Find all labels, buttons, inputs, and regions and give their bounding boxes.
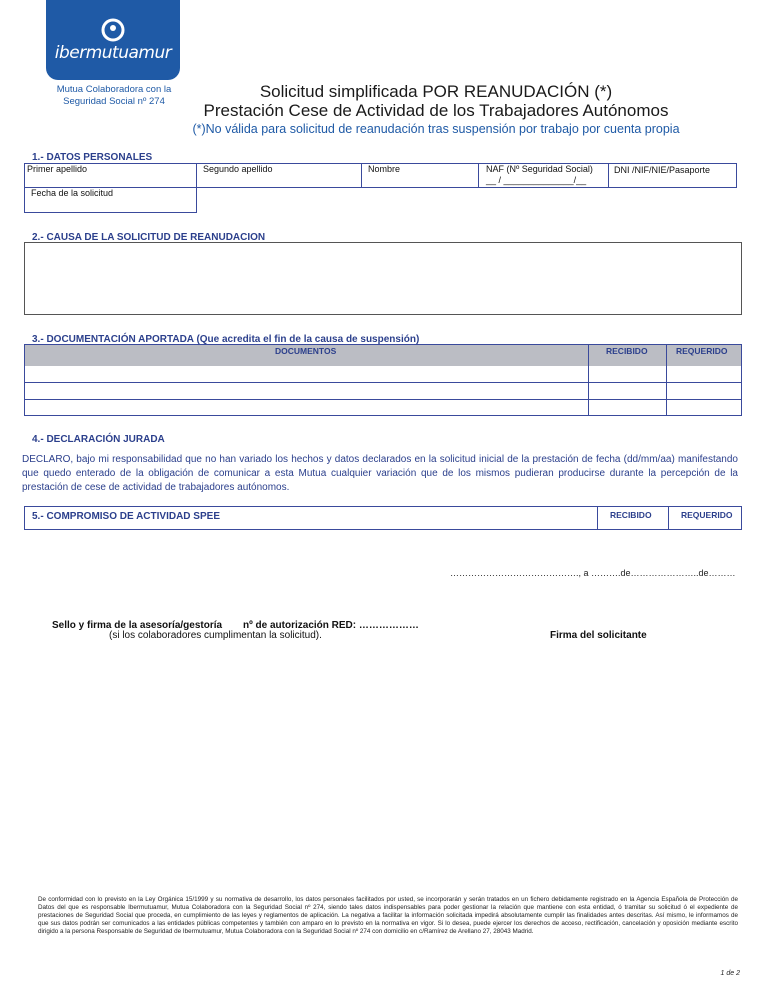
legal-notice: De conformidad con lo previsto en la Ley Orgánica 15/1999 y su normativa de desarrollo, los datos personales facilitados por usted, se incorporarán y serán tratados en un fichero debidamente registrado en la Agencia Española de Protección de Datos del que es responsable Ibermutuamur, Mutua Colaboradora con la Seguridad Social nº 274, siendo tales datos indispensables para poder gestionar la relación que mantiene con esta entidad, ó tramitar su solicitud ó el expediente de prestaciones de Seguridad Social que proceda, en cumplimiento de las leyes y reglamentos de aplicación. La negativa a facilitar la información solicitada impedirá absolutamente cumplir las finalidades antes descritas. Así mismo, le informamos de que sus datos podrán ser comunicados a las entidades públicas competentes y también con amparo en lo previsto en la normativa en vigor. Si lo desea, puede ejercer los derechos de acceso, rectificación, cancelación y oposición mediante escrito dirigido a la persona Responsable de Seguridad de Ibermutuamur, Mutua Colaboradora con la Seguridad Social nº 274 con domicilio en c/Ramírez de Arellano 27, 28043 Madrid.: [38, 896, 738, 935]
logo-icon: [100, 18, 126, 42]
primer-apellido-label: Primer apellido: [27, 164, 88, 174]
mutua-line2: Seguridad Social nº 274: [63, 96, 165, 107]
logo: [46, 0, 180, 80]
divider: [666, 345, 667, 416]
section5-title: 5.- COMPROMISO DE ACTIVIDAD SPEE: [32, 511, 220, 522]
table-row-divider: [25, 399, 741, 400]
nombre-label: Nombre: [368, 164, 401, 174]
declaration-text: DECLARO, bajo mi responsabilidad que no han variado los hechos y datos declarados en la solicitud inicial de la prestación de fecha (dd/mm/aa) manifestando que quedo enterado de la obligación de comunicar a esta Mutua cualquier variación que de los mismos pudieran producirse durante la percepción de la prestación de cese de actividad de trabajadores autónomos.: [22, 454, 738, 493]
compromiso-requerido: REQUERIDO: [681, 510, 733, 520]
compromiso-recibido: RECIBIDO: [610, 510, 652, 520]
form-title-line2: Prestación Cese de Actividad de los Trabajadores Autónomos: [203, 101, 669, 120]
section1-title: 1.- DATOS PERSONALES: [32, 152, 153, 163]
col-recibido: RECIBIDO: [606, 346, 648, 356]
fecha-label: Fecha de la solicitud: [31, 188, 114, 198]
divider: [608, 163, 609, 188]
col-requerido: REQUERIDO: [676, 346, 728, 356]
col-documentos: DOCUMENTOS: [275, 346, 337, 356]
logo-text: ibermutuamur: [54, 43, 172, 63]
autorizacion-label: nº de autorización RED: ………………: [243, 620, 419, 631]
table-row-divider: [25, 382, 741, 383]
firma-solicitante-label: Firma del solicitante: [550, 630, 647, 641]
naf-label: NAF (Nº Seguridad Social): [486, 164, 593, 174]
mutua-caption: [50, 84, 178, 108]
colaboradores-note: (si los colaboradores cumplimentan la solicitud).: [109, 630, 322, 641]
form-title-line1: Solicitud simplificada POR REANUDACIÓN (*): [259, 82, 613, 101]
divider: [668, 506, 669, 530]
page-number: 1 de 2: [720, 970, 740, 977]
causa-textarea[interactable]: [24, 242, 742, 315]
divider: [361, 163, 362, 188]
naf-format: __ / ______________/__: [486, 175, 587, 185]
section2-title: 2.- CAUSA DE LA SOLICITUD DE REANUDACION: [32, 232, 266, 243]
mutua-line1: Mutua Colaboradora con la: [56, 84, 172, 95]
section4-title: 4.- DECLARACIÓN JURADA: [32, 434, 165, 445]
divider: [597, 506, 598, 530]
segundo-apellido-label: Segundo apellido: [203, 164, 273, 174]
form-subtitle: (*)No válida para solicitud de reanudación tras suspensión por trabajo por cuenta propia: [192, 122, 680, 136]
divider: [478, 163, 479, 188]
sello-label: Sello y firma de la asesoría/gestoría: [52, 620, 223, 631]
divider: [588, 345, 589, 416]
dni-label: DNI /NIF/NIE/Pasaporte: [614, 165, 711, 175]
section3-title: 3.- DOCUMENTACIÓN APORTADA (Que acredita el fin de la causa de suspensión): [32, 334, 420, 345]
place-date-line: ……………………………………., a ……….de…………………..de………: [450, 568, 736, 578]
